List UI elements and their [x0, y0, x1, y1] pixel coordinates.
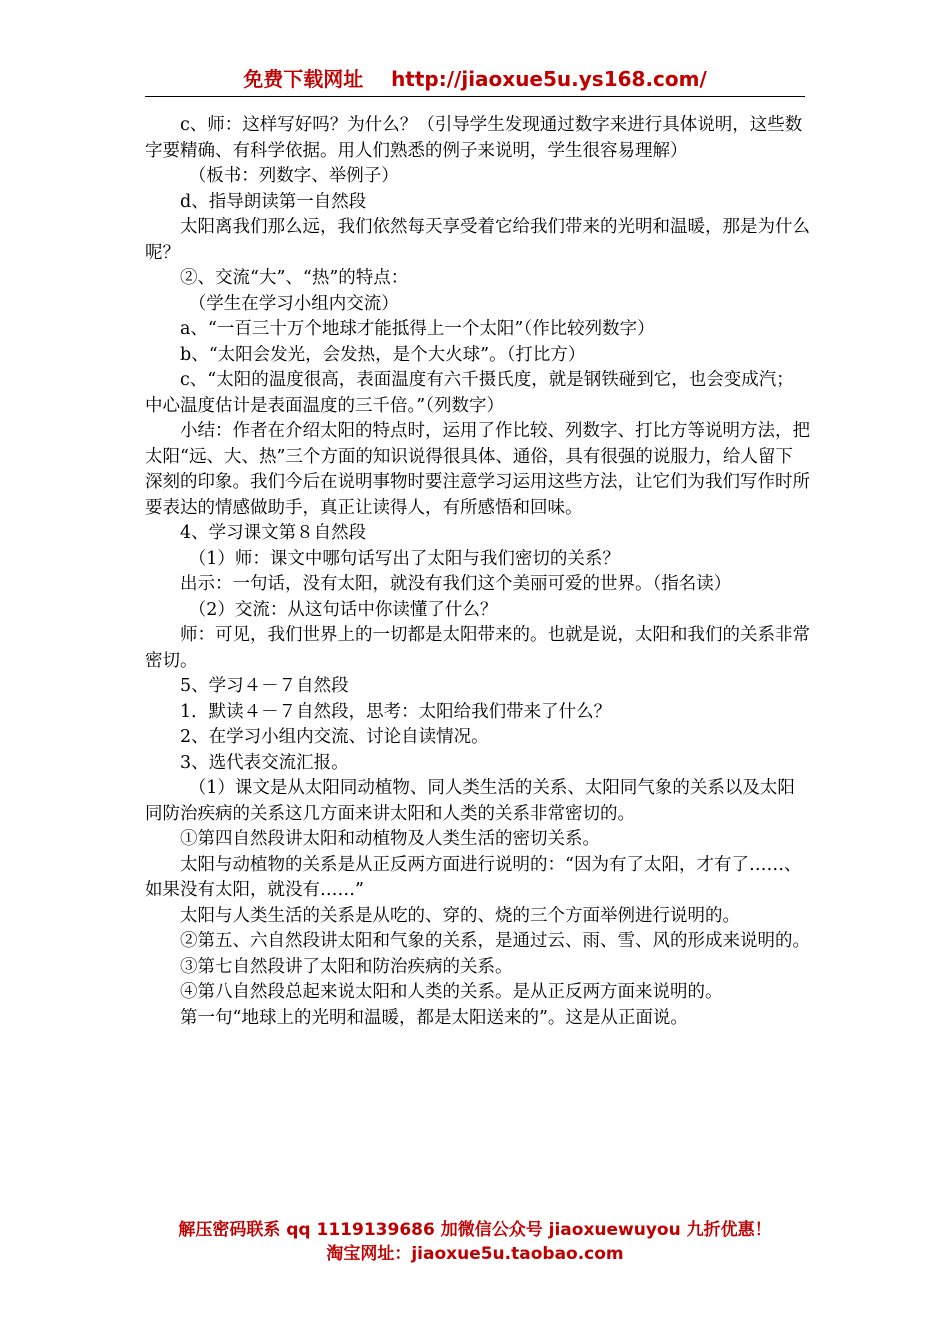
paragraph: a、“一百三十万个地球才能抵得上一个太阳”（作比较列数字）: [180, 319, 655, 339]
paragraph: d、指导朗读第一自然段: [180, 191, 367, 212]
paragraph: 太阳与人类生活的关系是从吃的、穿的、烧的三个方面举例进行说明的。: [180, 905, 740, 926]
paragraph: 太阳离我们那么远，我们依然每天享受着它给我们带来的光明和温暖，那是为什么呢？: [145, 217, 810, 263]
paragraph: （板书：列数字、举例子）: [188, 166, 399, 186]
footer-contact-line: 解压密码联系 qq 1119139686 加微信公众号 jiaoxuewuyou 九折优惠！: [178, 1220, 772, 1240]
paragraph: （学生在学习小组内交流）: [188, 293, 399, 314]
paragraph: ③第七自然段讲了太阳和防治疾病的关系。: [180, 956, 513, 977]
document-body: [145, 113, 810, 1031]
paragraph: ④第八自然段总起来说太阳和人类的关系。是从正反两方面来说明的。: [180, 982, 723, 1002]
page-footer: [0, 1218, 950, 1266]
paragraph: ①第四自然段讲太阳和动植物及人类生活的密切关系。: [180, 829, 600, 849]
paragraph: 小结：作者在介绍太阳的特点时，运用了作比较、列数字、打比方等说明方法，把太阳“远、大、热”三个方面的知识说得很具体、通俗，具有很强的说服力，给人留下深刻的印象。我们今后在说明事物时要注意学习运用这些方法，让它们为我们写作时所要表达的情感做助手，真正让读得人，有所感悟和回味。: [145, 421, 810, 518]
paragraph: 出示：一句话，没有太阳，就没有我们这个美丽可爱的世界。（指名读）: [180, 574, 732, 594]
paragraph: c、师：这样写好吗？为什么？（引导学生发现通过数字来进行具体说明，这些数字要精确、有科学依据。用人们熟悉的例子来说明，学生很容易理解）: [145, 115, 803, 161]
paragraph: 太阳与动植物的关系是从正反两方面进行说明的：“因为有了太阳，才有了……、如果没有太阳，就没有……”: [145, 854, 802, 900]
paragraph: ②、交流“大”、“热”的特点：: [180, 268, 409, 288]
paragraph: （2）交流：从这句话中你读懂了什么？: [188, 599, 498, 620]
paragraph: （1）师：课文中哪句话写出了太阳与我们密切的关系？: [188, 548, 620, 569]
header-text: [145, 64, 805, 94]
paragraph: 师：可见，我们世界上的一切都是太阳带来的。也就是说，太阳和我们的关系非常密切。: [145, 625, 810, 671]
paragraph: ②第五、六自然段讲太阳和气象的关系，是通过云、雨、雪、风的形成来说明的。: [180, 931, 810, 951]
paragraph: （1）课文是从太阳同动植物、同人类生活的关系、太阳同气象的关系以及太阳同防治疾病的关系这几方面来讲太阳和人类的关系非常密切的。: [145, 778, 795, 824]
paragraph: 1．默读４－７自然段，思考：太阳给我们带来了什么？: [180, 701, 612, 722]
paragraph: 第一句“地球上的光明和温暖，都是太阳送来的”。这是从正面说。: [180, 1007, 688, 1028]
paragraph: c、“太阳的温度很高，表面温度有六千摄氏度，就是钢铁碰到它，也会变成汽；中心温度估计是表面温度的三千倍。”（列数字）: [145, 370, 794, 416]
paragraph: 3、选代表交流汇报。: [180, 752, 349, 773]
paragraph: 2、在学习小组内交流、讨论自读情况。: [180, 727, 489, 747]
header-url-link[interactable]: http://jiaoxue5u.ys168.com/: [391, 67, 707, 91]
paragraph: b、“太阳会发光，会发热，是个大火球”。（打比方）: [180, 344, 586, 365]
paragraph: 4、学习课文第８自然段: [180, 523, 367, 543]
header-label: 免费下载网址: [243, 67, 364, 91]
footer-shop-link[interactable]: 淘宝网址：jiaoxue5u.taobao.com: [326, 1244, 624, 1264]
page-header: [145, 64, 805, 97]
paragraph: 5、学习４－７自然段: [180, 676, 349, 696]
